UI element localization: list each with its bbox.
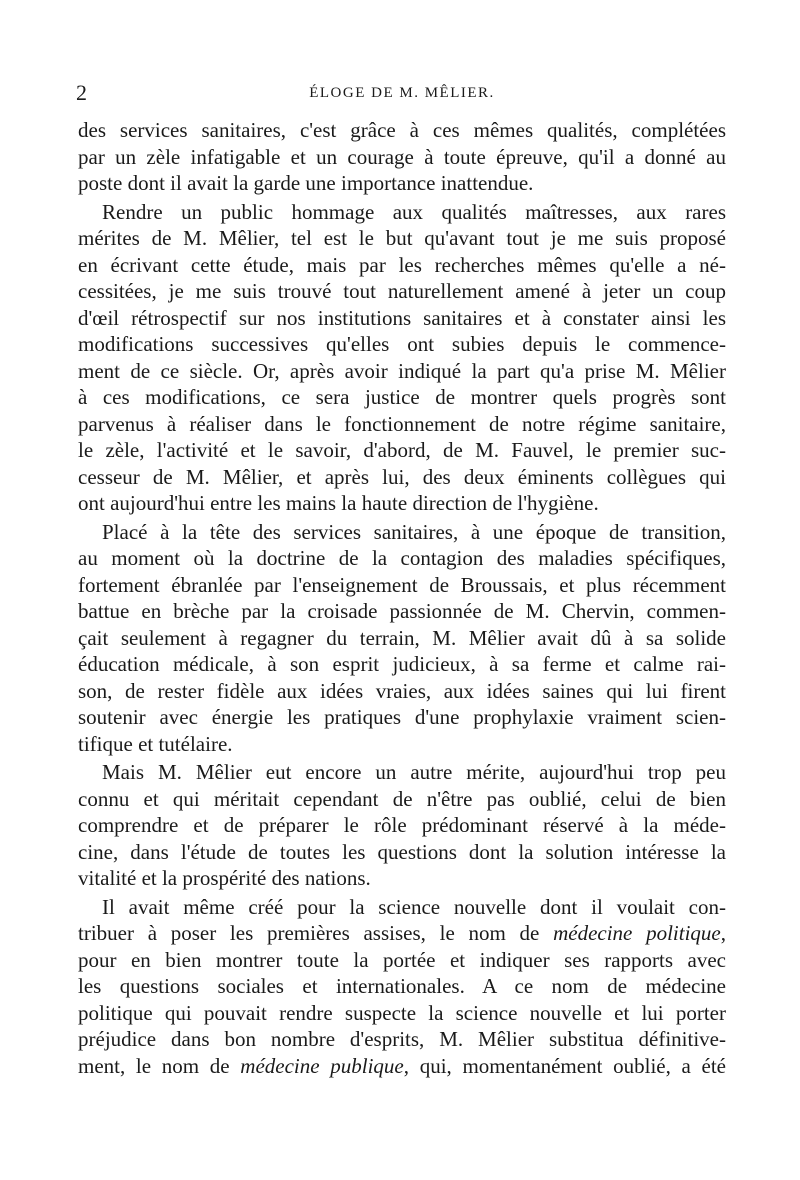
text-line: le zèle, l'activité et le savoir, d'abord, de M. Fauvel, le premier suc-: [78, 438, 726, 462]
text-line: cesseur de M. Mêlier, et après lui, des deux éminents collègues qui: [78, 464, 726, 489]
text-line: soutenir avec énergie les pratiques d'une prophylaxie vraiment scien-: [78, 705, 726, 729]
text-line: en écrivant cette étude, mais par les recherches mêmes qu'elle a né-: [78, 252, 726, 277]
text-line-with-italic: [78, 920, 726, 947]
body-text: [78, 117, 726, 1079]
text-line: cine, dans l'étude de toutes les questions dont la solution intéresse la: [78, 839, 726, 864]
text-line: parvenus à réaliser dans le fonctionnement de notre régime sanitaire,: [78, 411, 726, 436]
italic-term: médecine politique: [553, 921, 721, 945]
text-line: comprendre et de préparer le rôle prédominant réservé à la méde-: [78, 813, 726, 837]
text-line: politique qui pouvait rendre suspecte la science nouvelle et lui porter: [78, 1000, 726, 1025]
text-line: battue en brèche par la croisade passionnée de M. Chervin, commen-: [78, 599, 726, 623]
text-line: vitalité et la prospérité des nations.: [78, 866, 371, 890]
text-line: connu et qui méritait cependant de n'être pas oublié, celui de bien: [78, 786, 726, 811]
text-line: mérites de M. Mêlier, tel est le but qu'avant tout je me suis proposé: [78, 226, 726, 250]
text-line: tifique et tutélaire.: [78, 731, 233, 756]
text-line-with-italic: [78, 1053, 726, 1080]
text-segment: tribuer à poser les premières assises, le nom de: [78, 921, 554, 945]
italic-term: médecine publique: [240, 1053, 404, 1078]
text-line: poste dont il avait la garde une importance inattendue.: [78, 171, 534, 195]
text-line: à ces modifications, ce sera justice de montrer quels progrès sont: [78, 385, 726, 409]
text-line: les questions sociales et internationales. A ce nom de médecine: [78, 974, 726, 998]
text-line: ont aujourd'hui entre les mains la haute direction de l'hygiène.: [78, 491, 599, 515]
running-head: [76, 80, 728, 106]
running-title: ÉLOGE DE M. MÊLIER.: [309, 85, 495, 101]
text-line: ment de ce siècle. Or, après avoir indiqué la part qu'a prise M. Mêlier: [78, 358, 726, 383]
text-line: d'œil rétrospectif sur nos institutions sanitaires et à constater ainsi les: [78, 305, 726, 330]
text-segment: , qui, momentanément oublié, a été: [403, 1053, 727, 1078]
text-line: son, de rester fidèle aux idées vraies, aux idées saines qui lui firent: [78, 678, 726, 703]
text-line: cessitées, je me suis trouvé tout naturellement amené à jeter un coup: [78, 279, 726, 303]
text-line: éducation médicale, à son esprit judicieux, à sa ferme et calme rai-: [78, 652, 726, 676]
text-line: çait seulement à regagner du terrain, M. Mêlier avait dû à sa solide: [78, 625, 726, 650]
text-line: fortement ébranlée par l'enseignement de Broussais, et plus récemment: [78, 572, 726, 597]
text-line: Il avait même créé pour la science nouvelle dont il voulait con-: [102, 894, 726, 919]
text-line: au moment où la doctrine de la contagion des maladies spécifiques,: [78, 546, 726, 570]
text-line: des services sanitaires, c'est grâce à ces mêmes qualités, complétées: [78, 118, 726, 142]
text-line: modifications successives qu'elles ont subies depuis le commence-: [78, 332, 726, 356]
text-segment: ment, le nom de: [78, 1053, 241, 1078]
text-segment: ,: [720, 921, 726, 945]
text-line: Rendre un public hommage aux qualités maîtresses, aux rares: [102, 199, 726, 224]
text-line: Placé à la tête des services sanitaires, à une époque de transition,: [102, 519, 726, 544]
page-number: 2: [76, 80, 87, 105]
text-line: par un zèle infatigable et un courage à toute épreuve, qu'il a donné au: [78, 144, 726, 169]
text-line: pour en bien montrer toute la portée et indiquer ses rapports avec: [78, 947, 726, 972]
text-line: Mais M. Mêlier eut encore un autre mérite, aujourd'hui trop peu: [102, 760, 726, 784]
text-line: préjudice dans bon nombre d'esprits, M. Mêlier substitua définitive-: [78, 1027, 726, 1051]
